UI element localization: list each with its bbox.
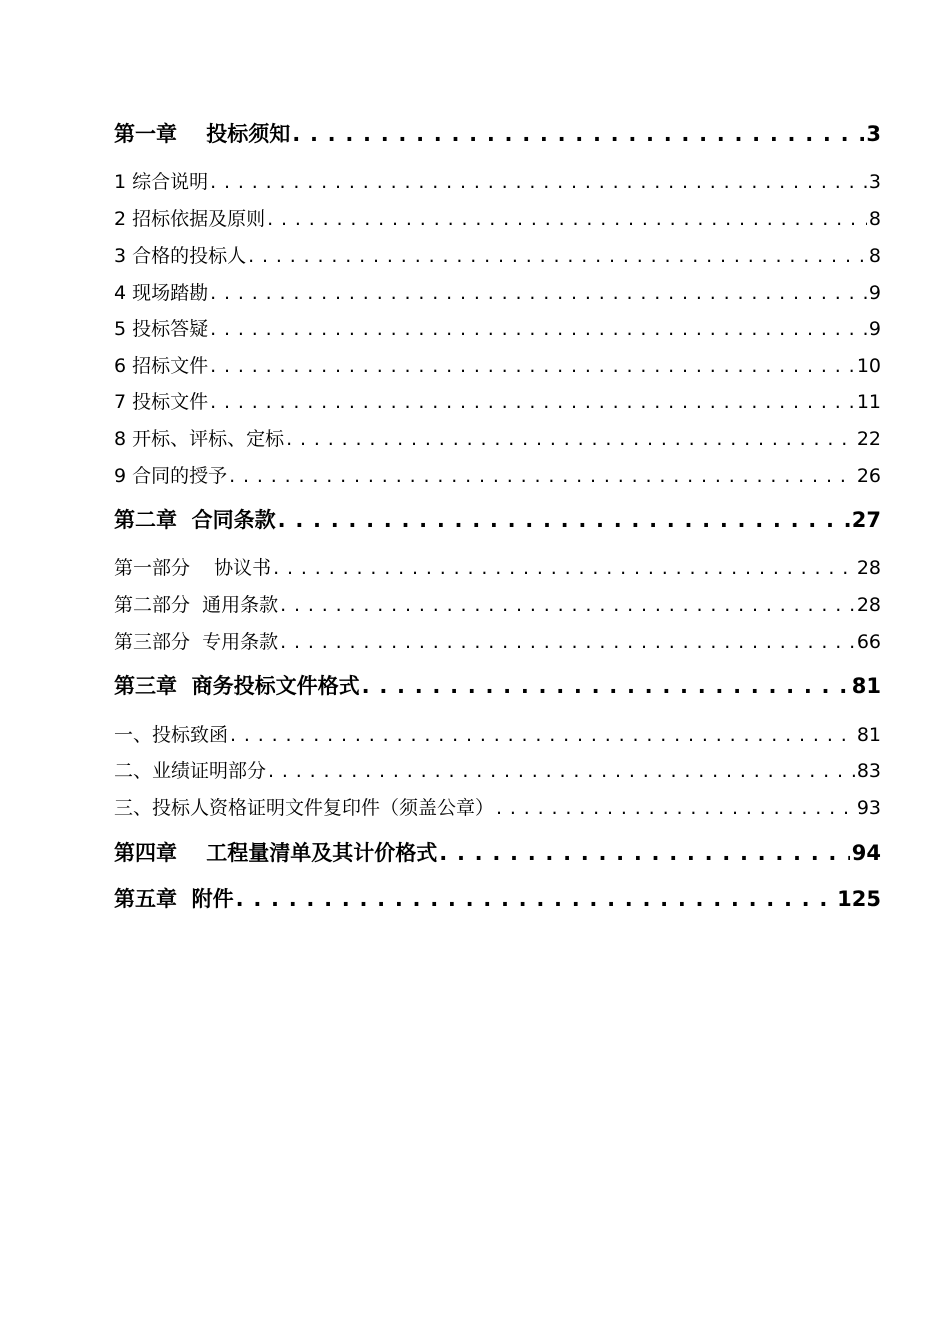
toc-chapter-5[interactable]: [114, 883, 881, 913]
toc-page-number: 93: [856, 797, 881, 819]
dot-leader: [273, 557, 855, 579]
toc-title: 3 合格的投标人: [114, 245, 247, 267]
toc-title: 2 招标依据及原则: [114, 208, 266, 230]
toc-item[interactable]: [114, 793, 881, 821]
toc-item[interactable]: [114, 204, 881, 232]
toc-title: 8 开标、评标、定标: [114, 428, 285, 450]
toc-title: 第一章 投标须知: [114, 122, 291, 146]
toc-page-number: 3: [868, 171, 881, 193]
toc-chapter-4[interactable]: [114, 837, 881, 867]
dot-leader: [362, 674, 850, 698]
toc-item[interactable]: [114, 627, 881, 655]
toc-item[interactable]: [114, 278, 881, 306]
toc-title: 5 投标答疑: [114, 318, 209, 340]
toc-item[interactable]: [114, 167, 881, 195]
toc-page-number: 125: [837, 887, 881, 911]
toc-page-number: 8: [868, 208, 881, 230]
toc-page-number: 81: [851, 674, 881, 698]
toc-page-number: 26: [856, 465, 881, 487]
toc-page-number: 9: [868, 318, 881, 340]
toc-item[interactable]: [114, 590, 881, 618]
dot-leader: [278, 508, 850, 532]
toc-title: 第二章 合同条款: [114, 508, 276, 532]
toc-title: 三、投标人资格证明文件复印件（须盖公章）: [114, 797, 495, 819]
toc-page-number: 66: [856, 631, 881, 653]
toc-page-number: 28: [856, 557, 881, 579]
toc-chapter-3[interactable]: [114, 670, 881, 700]
toc-page-number: 9: [868, 282, 881, 304]
dot-leader: [280, 631, 855, 653]
toc-title: 第四章 工程量清单及其计价格式: [114, 841, 438, 865]
toc-title: 第一部分 协议书: [114, 557, 272, 579]
toc-title: 9 合同的授予: [114, 465, 228, 487]
toc-item[interactable]: [114, 756, 881, 784]
dot-leader: [230, 724, 855, 746]
dot-leader: [236, 887, 836, 911]
toc-title: 第三部分 专用条款: [114, 631, 279, 653]
toc-title: 一、投标致函: [114, 724, 229, 746]
toc-title: 1 综合说明: [114, 171, 209, 193]
toc-page-number: 10: [856, 355, 881, 377]
toc-chapter-1[interactable]: [114, 118, 881, 148]
toc-page-number: 94: [851, 841, 881, 865]
toc-page-number: 81: [856, 724, 881, 746]
dot-leader: [248, 245, 867, 267]
toc-page-number: 28: [856, 594, 881, 616]
dot-leader: [210, 391, 855, 413]
toc-item[interactable]: [114, 461, 881, 489]
toc-title: 6 招标文件: [114, 355, 209, 377]
dot-leader: [210, 355, 855, 377]
toc-item[interactable]: [114, 314, 881, 342]
dot-leader: [210, 318, 867, 340]
dot-leader: [280, 594, 855, 616]
dot-leader: [292, 122, 864, 146]
toc-title: 第二部分 通用条款: [114, 594, 279, 616]
toc-page-number: 22: [856, 428, 881, 450]
dot-leader: [286, 428, 855, 450]
toc-page-number: 3: [866, 122, 881, 146]
toc-item[interactable]: [114, 387, 881, 415]
dot-leader: [439, 841, 850, 865]
dot-leader: [267, 208, 867, 230]
toc-title: 第三章 商务投标文件格式: [114, 674, 360, 698]
toc-title: 第五章 附件: [114, 887, 234, 911]
dot-leader: [496, 797, 855, 819]
toc-item[interactable]: [114, 351, 881, 379]
toc-title: 4 现场踏勘: [114, 282, 209, 304]
dot-leader: [268, 760, 855, 782]
toc-page-number: 11: [856, 391, 881, 413]
toc-item[interactable]: [114, 424, 881, 452]
dot-leader: [210, 171, 867, 193]
toc-item[interactable]: [114, 553, 881, 581]
toc-item[interactable]: [114, 720, 881, 748]
toc-chapter-2[interactable]: [114, 504, 881, 534]
dot-leader: [229, 465, 855, 487]
toc-page-number: 83: [856, 760, 881, 782]
dot-leader: [210, 282, 867, 304]
toc-page-number: 8: [868, 245, 881, 267]
toc-page-number: 27: [851, 508, 881, 532]
toc-title: 7 投标文件: [114, 391, 209, 413]
toc-title: 二、业绩证明部分: [114, 760, 267, 782]
toc-item[interactable]: [114, 241, 881, 269]
